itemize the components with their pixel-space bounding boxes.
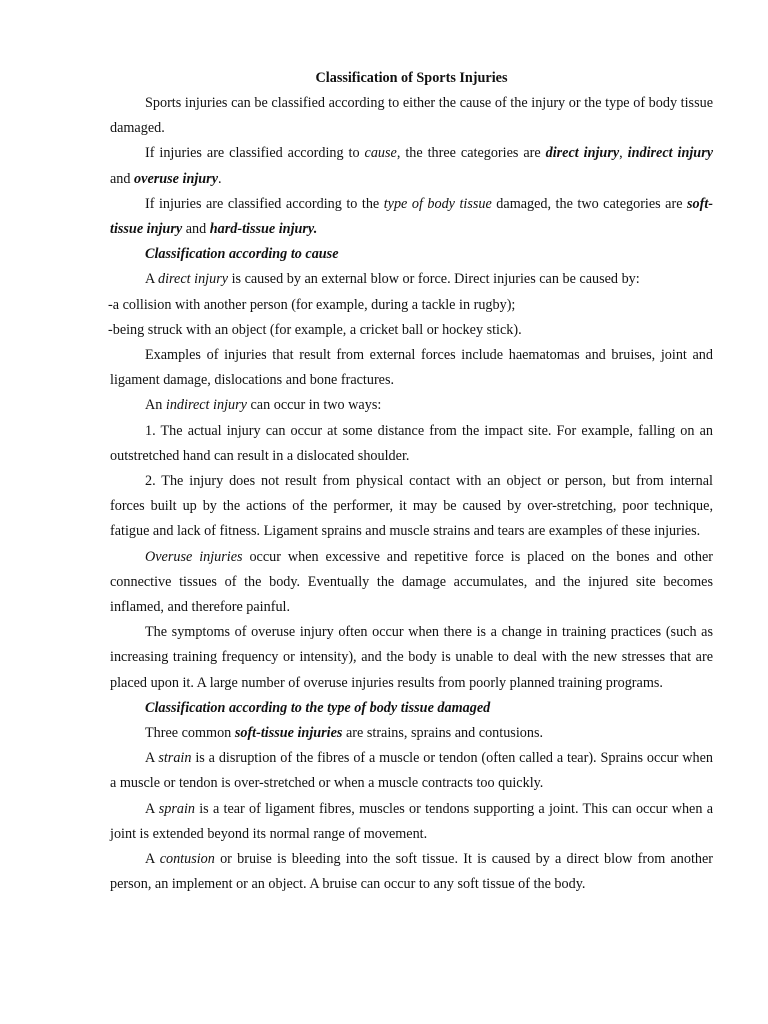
- paragraph-strain: [110, 746, 713, 796]
- section-heading-tissue: Classification according to the type of body tissue damaged: [145, 699, 491, 716]
- document-title: Classification of Sports Injuries: [315, 70, 508, 86]
- paragraph-overuse-symptoms: The symptoms of overuse injury often occur when there is a change in training practices (such as increasing training frequency or intensity), and the body is unable to deal with the new stresses that are placed upon it. A large number of overuse injuries results from poorly planned training programs.: [110, 624, 713, 691]
- paragraph-intro: [110, 91, 713, 141]
- text: and: [182, 221, 210, 238]
- paragraph-cause-categories: [110, 141, 713, 191]
- term: direct injury: [545, 145, 620, 162]
- text: is caused by an external blow or force. Direct injuries can be caused by:: [228, 271, 640, 288]
- text: are strains, sprains and contusions.: [342, 725, 544, 742]
- text: If injuries are classified according to the: [145, 195, 384, 212]
- paragraph-direct-injury: [110, 267, 713, 292]
- emphasis: cause: [364, 145, 397, 162]
- paragraph-sprain: [110, 797, 713, 847]
- term: soft-tissue injuries: [234, 725, 343, 742]
- text: Three common: [145, 725, 235, 742]
- emphasis: type of body tissue: [383, 195, 492, 212]
- text: An: [145, 397, 166, 414]
- text: occur when excessive and repetitive force is placed on the bones and other connective tissues of the body. Eventually the damage accumulates, and the injured site becomes inflamed, and therefore painful.: [110, 548, 713, 616]
- text: , the three categories are: [396, 145, 546, 162]
- paragraph-indirect-injury: [110, 393, 713, 418]
- section-heading-cause: Classification according to cause: [145, 246, 339, 263]
- text: A: [145, 271, 159, 288]
- text: If injuries are classified according to: [145, 145, 365, 162]
- emphasis: direct injury: [158, 271, 229, 288]
- paragraph-overuse-injuries: [110, 545, 713, 621]
- text: damaged, the two categories are: [491, 195, 687, 212]
- text: .: [218, 170, 222, 187]
- term: indirect injury: [627, 145, 714, 162]
- paragraph-indirect-way-1: 1. The actual injury can occur at some distance from the impact site. For example, falling on an outstretched hand can result in a dislocated shoulder.: [110, 422, 713, 464]
- paragraph-tissue-categories: [110, 192, 713, 242]
- text: A: [145, 851, 160, 868]
- paragraph-soft-tissue: [110, 721, 713, 746]
- list-item-struck: -being struck with an object (for example, a cricket ball or hockey stick).: [108, 321, 522, 338]
- term: overuse injury: [134, 170, 218, 187]
- text: and: [110, 170, 135, 187]
- emphasis: strain: [158, 750, 192, 767]
- text: can occur in two ways:: [246, 397, 382, 414]
- term: soft-tissue injury: [110, 195, 714, 238]
- emphasis: Overuse injuries: [145, 548, 243, 565]
- text: or bruise is bleeding into the soft tissue. It is caused by a direct blow from another person, an implement or an object. A bruise can occur to any soft tissue of the body.: [110, 851, 713, 893]
- text: ,: [619, 145, 628, 162]
- emphasis: contusion: [159, 851, 215, 868]
- emphasis: sprain: [158, 800, 195, 817]
- list-item-collision: -a collision with another person (for example, during a tackle in rugby);: [108, 296, 516, 313]
- text: is a tear of ligament fibres, muscles or tendons supporting a joint. This can occur when a joint is extended beyond its normal range of movement.: [110, 800, 713, 842]
- emphasis: indirect injury: [165, 397, 247, 414]
- text: A: [145, 750, 159, 767]
- text: Sports injuries can be classified according to either the cause of the injury or the type of body tissue damaged.: [110, 95, 713, 137]
- text: A: [145, 800, 159, 817]
- term: hard-tissue injury.: [209, 221, 318, 238]
- paragraph-external-forces: Examples of injuries that result from external forces include haematomas and bruises, joint and ligament damage, dislocations and bone fractures.: [110, 347, 713, 389]
- paragraph-contusion: [110, 847, 713, 897]
- paragraph-indirect-way-2: 2. The injury does not result from physical contact with an object or person, but from internal forces built up by the actions of the performer, it may be caused by over-stretching, poor technique, fatigue and lack of fitness. Ligament sprains and muscle strains and tears are examples of these injuries.: [110, 473, 713, 540]
- text: is a disruption of the fibres of a muscle or tendon (often called a tear). Sprains occur when a muscle or tendon is over-stretched or when a muscle contracts too quickly.: [110, 750, 714, 792]
